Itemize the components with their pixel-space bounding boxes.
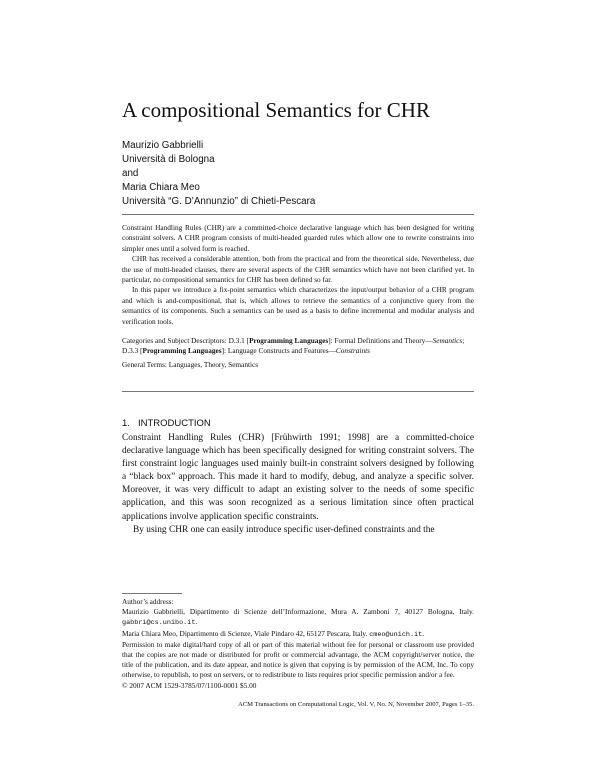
- section-heading: [122, 418, 211, 429]
- section-number: 1.: [122, 418, 130, 429]
- copyright-notice: © 2007 ACM 1529-3785/07/1100-0001 $5.00: [122, 680, 257, 690]
- abstract-paragraph: CHR has received a considerable attention, both from the practical and from the theoretical side. Nevertheless, due the use of multi-headed clauses, there are several aspects of the CHR semantics which have not been clarified yet. In particular, no compositional semantics for CHR has been defined so far.: [122, 254, 474, 285]
- address-label: Author’s address:: [122, 597, 174, 606]
- author-block: [122, 139, 502, 209]
- abstract-paragraph: In this paper we introduce a fix-point semantics which characterizes the input/output behavior of a CHR program and which is and-compositional, that is, which allows to retrieve the semantics of a conjunctive query from the semantics of its components. Such a semantics can be used as a basis to define incremental and modular analysis and verification tools.: [122, 285, 474, 326]
- email-link: cmeo@unich.it: [369, 630, 423, 639]
- abstract: [122, 223, 474, 327]
- author-affiliation: Università “G. D’Annunzio” di Chieti-Pescara: [122, 196, 316, 207]
- footnote-rule: [122, 593, 182, 594]
- body-paragraph: By using CHR one can easily introduce specific user-defined constraints and the: [133, 524, 435, 535]
- footnote: [122, 597, 474, 691]
- abstract-paragraph: Constraint Handling Rules (CHR) are a committed-choice declarative language which has been designed for writing constraint solvers. A CHR program consists of multi-headed guarded rules which allow one to rewrite constraints into simpler ones until a solved form is reached.: [122, 223, 474, 253]
- abstract-top-rule: [122, 214, 474, 215]
- paper-title: A compositional Semantics for CHR: [122, 98, 430, 122]
- section-title: INTRODUCTION: [137, 418, 211, 429]
- subject-descriptors: [122, 336, 474, 370]
- author-conjunction: and: [122, 168, 139, 179]
- general-terms: General Terms: Languages, Theory, Semantics: [122, 359, 259, 369]
- body-paragraph: Constraint Handling Rules (CHR) [Frühwirth 1991; 1998] are a committed-choice declarative language which has been specifically designed for writing constraint solvers. The first constraint logic languages used mainly built-in constraint solvers designed by following a “black box” approach. This made it hard to modify, debug, and analyze a specific solver. Moreover, it was very difficult to adapt an existing solver to the needs of some specific application, and this was soon recognized as a serious limitation since often practical applications involve application specific constraints.: [122, 433, 474, 522]
- running-footer: ACM Transactions on Computational Logic, Vol. V, No. N, November 2007, Pages 1–35.: [238, 701, 474, 708]
- introduction-body: [122, 432, 474, 537]
- author-address: Maria Chiara Meo, Dipartimento di Scienze, Viale Pindaro 42, 65127 Pescara, Italy. cmeo@unich.it.: [122, 628, 425, 639]
- author-name: Maria Chiara Meo: [122, 182, 200, 193]
- abstract-bottom-rule: [122, 391, 474, 392]
- author-name: Maurizio Gabbrielli: [122, 140, 204, 151]
- author-address: Maurizio Gabbrielli, Dipartimento di Scienze dell’Informazione, Mura A. Zamboni 7, 40127 Bologna, Italy. gabbri@cs.unibo.it.: [122, 607, 474, 628]
- categories-line: Categories and Subject Descriptors: D.3.1 [Programming Languages]: Formal Definitions and Theory—Semantics; D.3.3 [Programming Languages]: Language Constructs and Features—Constraints: [122, 336, 465, 356]
- permission-notice: Permission to make digital/hard copy of all or part of this material without fee for personal or classroom use provided that the copies are not made or distributed for profit or commercial advantage, the ACM copyright/server notice, the title of the publication, and its date appear, and notice is given that copying is by permission of the ACM, Inc. To copy otherwise, to republish, to post on servers, or to redistribute to lists requires prior specific permission and/or a fee.: [122, 639, 474, 680]
- email-link: gabbri@cs.unibo.it: [122, 619, 196, 628]
- author-affiliation: Università di Bologna: [122, 154, 215, 165]
